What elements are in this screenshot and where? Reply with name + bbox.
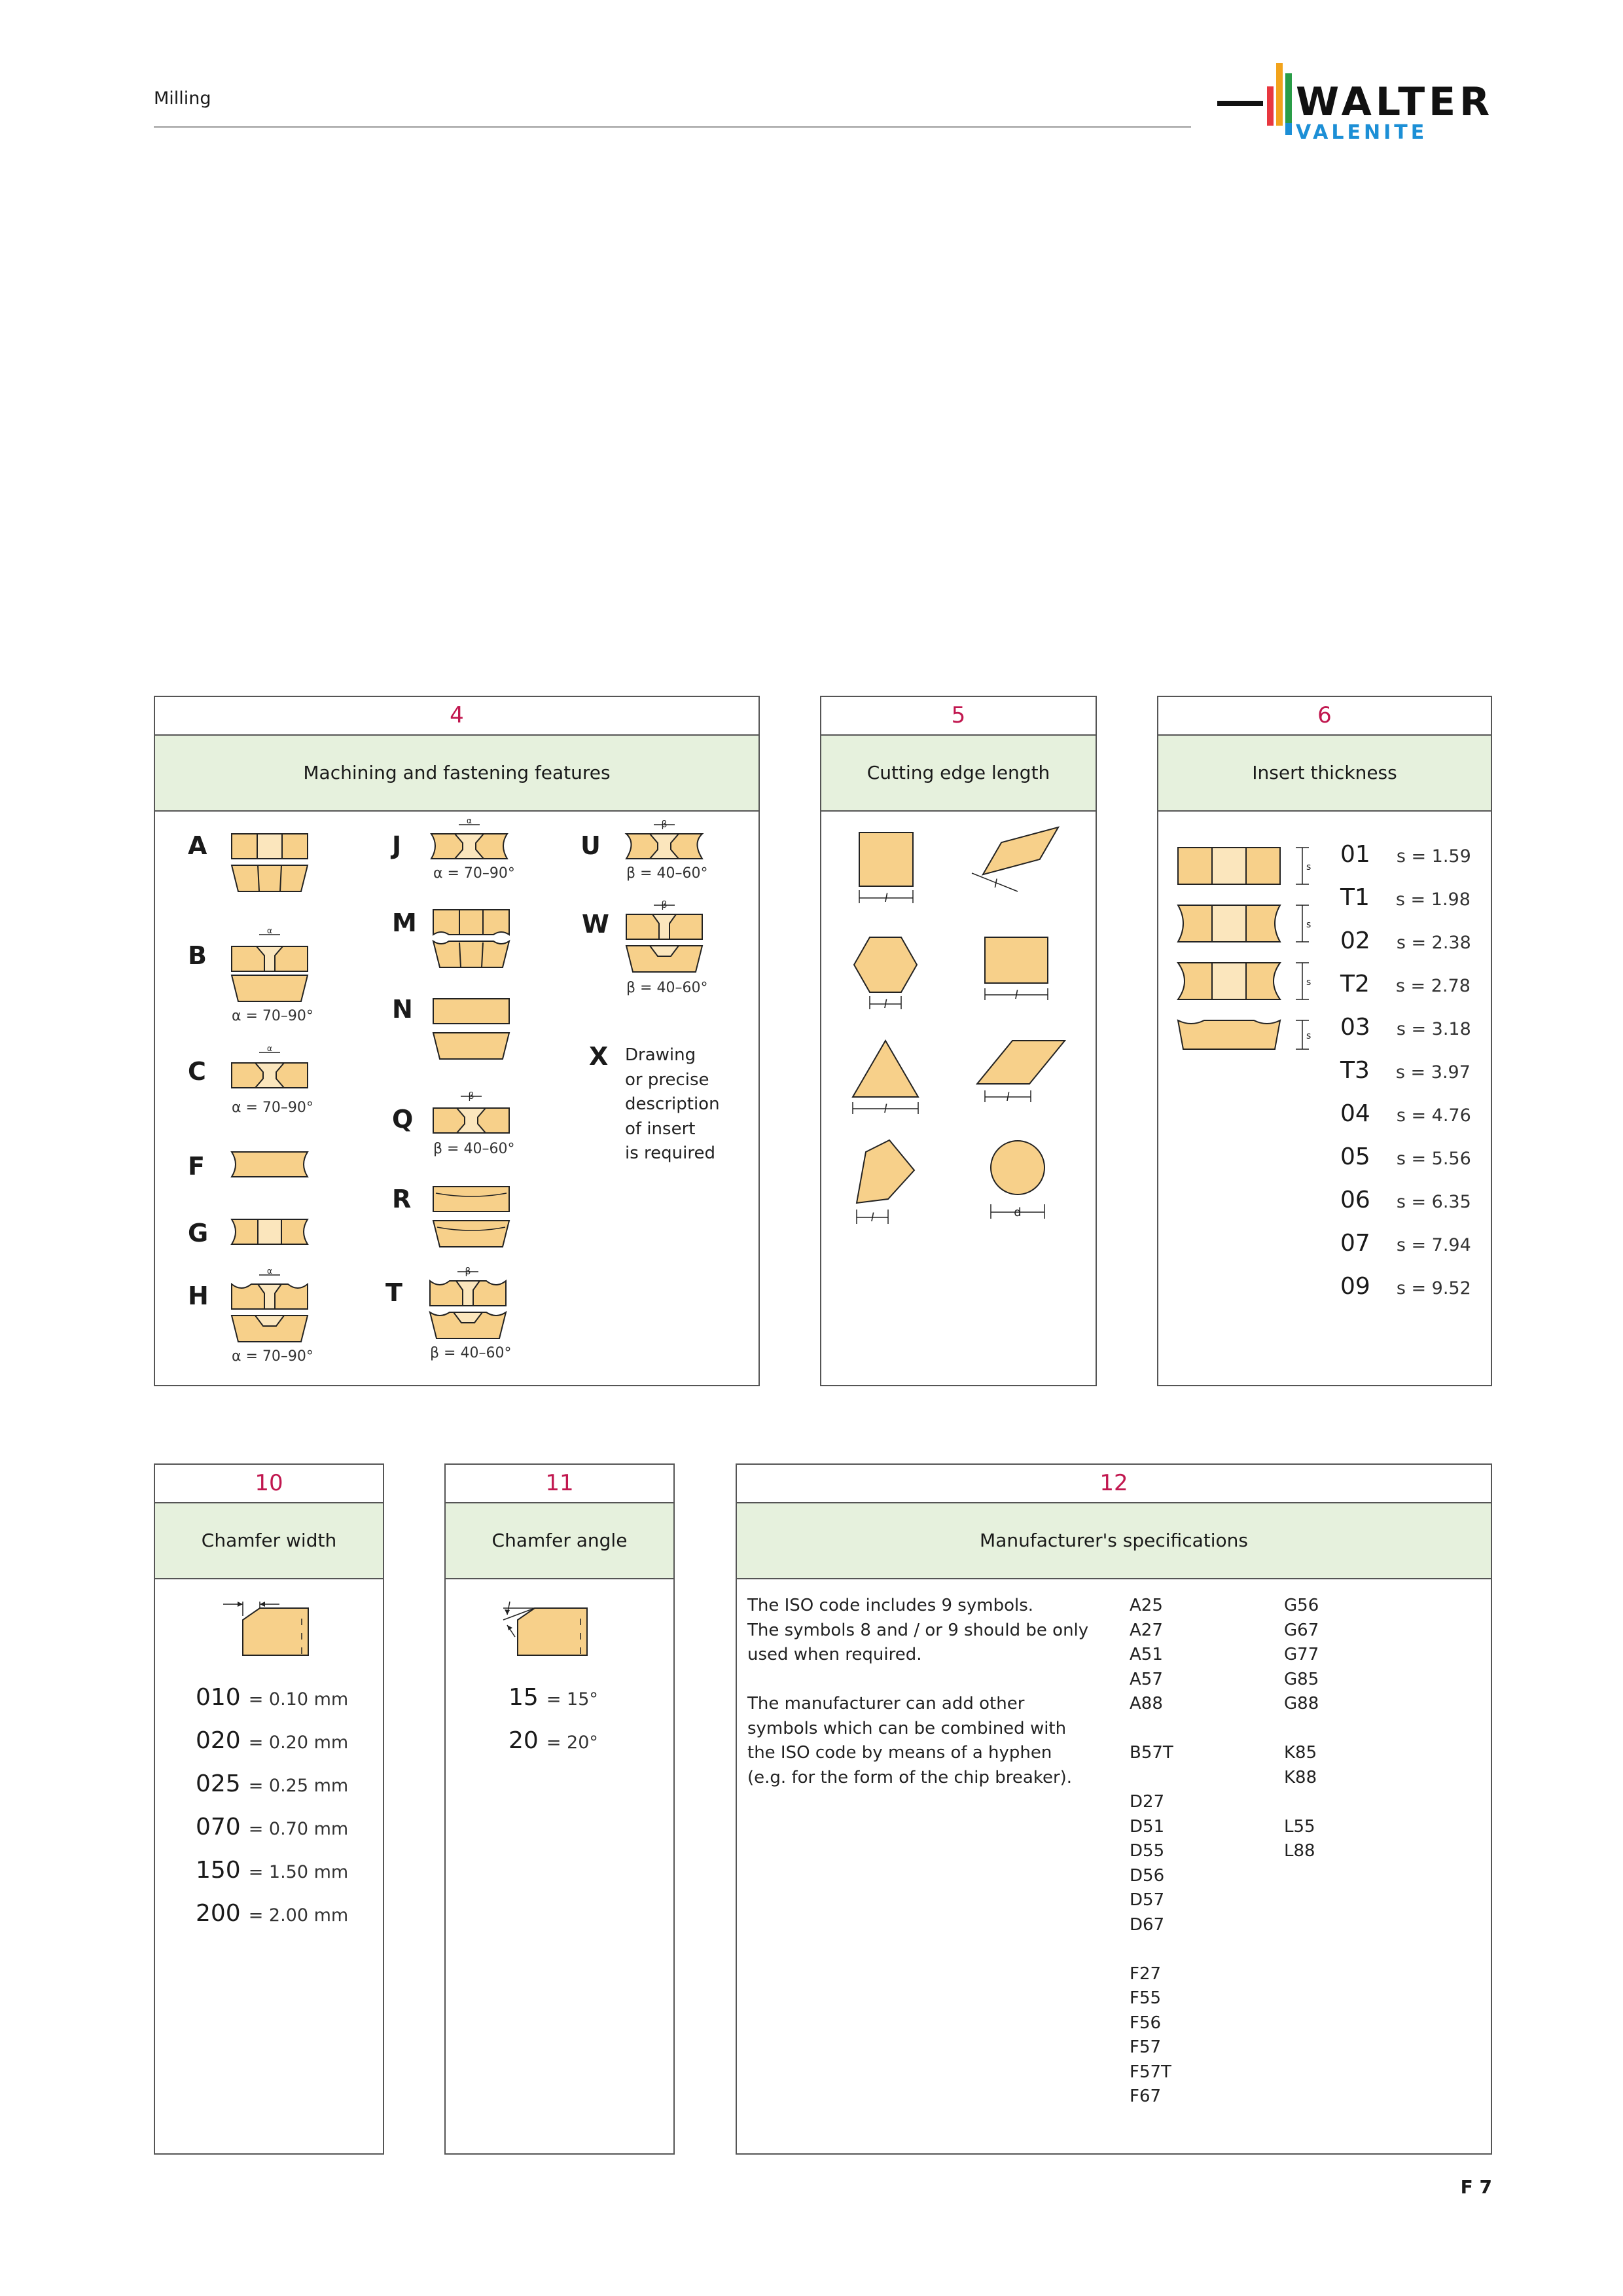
square-large-insert-icon: [982, 936, 1054, 1014]
box-body: [737, 1579, 1491, 2153]
svg-text:β: β: [465, 1266, 471, 1277]
svg-text:l: l: [1014, 988, 1018, 1002]
feature-letter-j: J: [392, 831, 402, 860]
page-number: F 7: [1460, 2176, 1492, 2198]
box-chamfer-angle: [444, 1463, 675, 2155]
svg-text:α: α: [267, 1044, 272, 1053]
logo-dash: [1217, 101, 1263, 106]
thickness-row: 09 s = 9.52: [1340, 1273, 1471, 1300]
thickness-row: 03 s = 3.18: [1340, 1014, 1471, 1041]
svg-text:l: l: [883, 997, 887, 1011]
svg-text:l: l: [1006, 1090, 1010, 1104]
box-insert-thickness: [1157, 696, 1492, 1386]
feature-w-icon: [626, 900, 705, 972]
feature-j-icon: [431, 816, 510, 860]
feature-f-icon: [232, 1152, 310, 1181]
chamfer-width-icon: [221, 1599, 312, 1658]
feature-b-caption: α = 70–90°: [232, 1008, 313, 1024]
svg-text:l: l: [883, 1102, 887, 1116]
feature-letter-w: W: [582, 910, 609, 939]
specification-text: The ISO code includes 9 symbols. The symbols 8 and / or 9 should be only used when required. The manufacturer can add other symbols which can be combined with the ISO code by means of a hyphen (e.g. for the form of the chip breaker).: [747, 1596, 1089, 1787]
box-body: [155, 1579, 383, 2153]
feature-q-icon: [433, 1090, 512, 1136]
svg-text:s: s: [1306, 862, 1311, 872]
feature-letter-m: M: [392, 908, 417, 937]
logo-bar-orange: [1276, 63, 1283, 126]
chamfer-angle-icon: [498, 1599, 590, 1658]
feature-t-caption: β = 40–60°: [430, 1345, 512, 1361]
feature-r-icon: [433, 1187, 512, 1252]
svg-text:l: l: [884, 891, 888, 905]
feature-letter-g: G: [188, 1219, 209, 1247]
chamfer-width-row: 070 = 0.70 mm: [196, 1814, 349, 1840]
chamfer-width-row: 020 = 0.20 mm: [196, 1727, 349, 1754]
svg-text:s: s: [1306, 1031, 1311, 1041]
feature-x-description: Drawing or precise description of insert is required: [625, 1045, 720, 1163]
logo-bar-red: [1267, 86, 1274, 126]
chamfer-width-row: 200 = 2.00 mm: [196, 1900, 349, 1927]
thickness-row: 05 s = 5.56: [1340, 1143, 1471, 1170]
feature-t-icon: [430, 1266, 508, 1342]
box-title: Chamfer width: [155, 1503, 383, 1579]
thickness-row: 06 s = 6.35: [1340, 1187, 1471, 1213]
box-body: [1158, 812, 1491, 1385]
box-title: Machining and fastening features: [155, 736, 758, 812]
header-rule: [154, 126, 1191, 128]
chamfer-width-row: 010 = 0.10 mm: [196, 1684, 349, 1711]
thickness-row: 07 s = 7.94: [1340, 1230, 1471, 1257]
feature-letter-f: F: [188, 1152, 205, 1181]
feature-u-caption: β = 40–60°: [626, 865, 708, 882]
feature-letter-h: H: [188, 1282, 209, 1310]
svg-text:s: s: [1306, 977, 1311, 988]
feature-u-icon: [626, 819, 705, 860]
feature-j-caption: α = 70–90°: [433, 865, 515, 882]
svg-text:α: α: [267, 926, 272, 935]
box-cutting-edge-length: [820, 696, 1097, 1386]
svg-text:α: α: [467, 816, 472, 825]
specification-codes-col1: A25 A27 A51 A57 A88 B57T D27 D51 D55 D56 D57 D67 F27 F55 F56 F57 F57T F67: [1130, 1596, 1173, 2106]
thickness-row: T1 s = 1.98: [1340, 884, 1471, 911]
feature-letter-r: R: [392, 1185, 412, 1213]
svg-text:α: α: [267, 1266, 272, 1276]
box-number: 11: [446, 1465, 673, 1503]
thickness-row: 02 s = 2.38: [1340, 927, 1471, 954]
walter-valenite-logo: [1217, 60, 1494, 144]
specification-codes-col2: G56 G67 G77 G85 G88 K85 K88 L55 L88: [1284, 1596, 1319, 1861]
chamfer-angle-row: 20 = 20°: [508, 1727, 598, 1754]
feature-letter-a: A: [188, 831, 207, 860]
thickness-row: 04 s = 4.76: [1340, 1100, 1471, 1127]
feature-letter-x: X: [589, 1042, 609, 1071]
logo-valenite-text: VALENITE: [1296, 121, 1428, 144]
svg-text:β: β: [661, 819, 668, 830]
svg-text:s: s: [1306, 920, 1311, 930]
feature-h-caption: α = 70–90°: [232, 1348, 313, 1365]
box-title: Manufacturer's specifications: [737, 1503, 1491, 1579]
svg-text:l: l: [994, 877, 998, 891]
box-number: 10: [155, 1465, 383, 1503]
triangle-insert-icon: [851, 1039, 923, 1118]
svg-text:β: β: [468, 1091, 474, 1102]
box-number: 12: [737, 1465, 1491, 1503]
feature-letter-q: Q: [392, 1105, 414, 1134]
logo-bar-blue: [1285, 123, 1292, 135]
feature-letter-u: U: [580, 831, 601, 860]
box-machining-features: [154, 696, 760, 1386]
feature-letter-b: B: [188, 941, 207, 970]
thickness-row: 01 s = 1.59: [1340, 841, 1471, 868]
box-body: [821, 812, 1096, 1385]
svg-text:l: l: [870, 1211, 874, 1225]
feature-n-icon: [433, 999, 512, 1064]
thickness-icons: [1178, 848, 1315, 1070]
feature-q-caption: β = 40–60°: [433, 1141, 515, 1157]
feature-g-icon: [232, 1219, 310, 1249]
svg-text:d: d: [1014, 1206, 1022, 1219]
feature-letter-c: C: [188, 1057, 206, 1086]
box-body: [446, 1579, 673, 2153]
feature-m-icon: [433, 910, 512, 972]
chamfer-angle-row: 15 = 15°: [508, 1684, 598, 1711]
feature-letter-n: N: [392, 995, 413, 1024]
section-title: Milling: [154, 88, 211, 109]
box-number: 4: [155, 697, 758, 736]
thickness-row: T3 s = 3.97: [1340, 1057, 1471, 1084]
feature-c-caption: α = 70–90°: [232, 1100, 313, 1116]
feature-b-icon: [232, 926, 310, 1001]
box-body: [155, 812, 758, 1385]
logo-walter-text: WALTER: [1296, 79, 1494, 125]
box-title: Chamfer angle: [446, 1503, 673, 1579]
rhombic-80-insert-icon: [965, 833, 1070, 905]
hexagon-insert-icon: [851, 936, 923, 1014]
pentagon-insert-icon: [851, 1139, 923, 1237]
round-insert-icon: [989, 1139, 1054, 1237]
feature-h-icon: [232, 1266, 310, 1342]
box-title: Insert thickness: [1158, 736, 1491, 812]
box-chamfer-width: [154, 1463, 384, 2155]
feature-letter-t: T: [385, 1278, 402, 1307]
box-title: Cutting edge length: [821, 736, 1096, 812]
square-insert-icon: [854, 833, 919, 908]
box-number: 6: [1158, 697, 1491, 736]
rhombic-55-insert-icon: [976, 1039, 1067, 1118]
feature-w-caption: β = 40–60°: [626, 980, 708, 996]
feature-a-icon: [232, 834, 310, 899]
box-manufacturer-specifications: [736, 1463, 1492, 2155]
feature-c-icon: [232, 1044, 310, 1093]
svg-text:β: β: [661, 900, 668, 910]
logo-bar-green: [1285, 73, 1292, 126]
chamfer-width-row: 025 = 0.25 mm: [196, 1770, 349, 1797]
box-number: 5: [821, 697, 1096, 736]
thickness-row: T2 s = 2.78: [1340, 971, 1471, 997]
chamfer-width-row: 150 = 1.50 mm: [196, 1857, 349, 1884]
